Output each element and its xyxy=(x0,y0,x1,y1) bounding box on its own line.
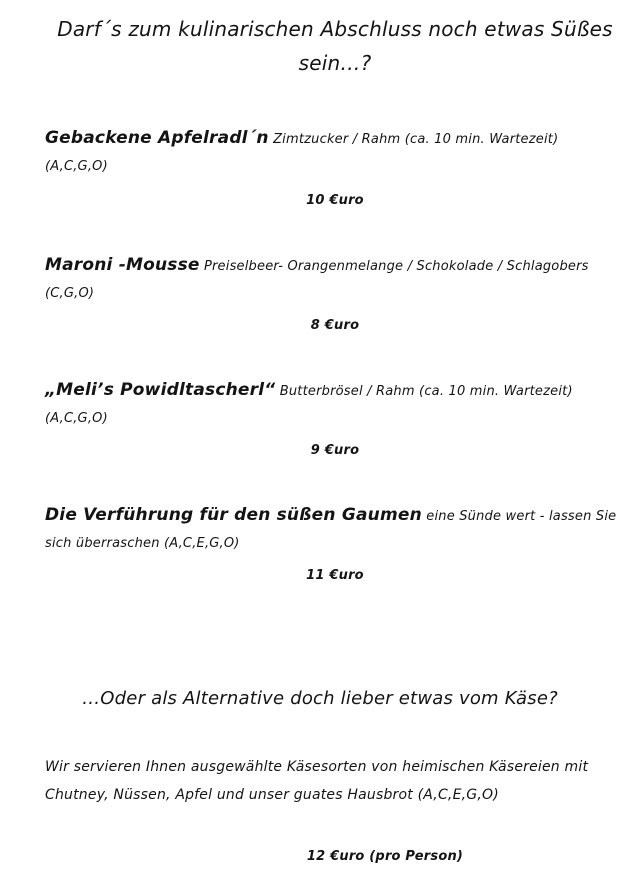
cheese-section-price: 12 €uro (pro Person) xyxy=(306,849,464,864)
menu-item-text xyxy=(45,502,625,557)
page-title: Darf´s zum kulinarischen Abschluss noch etwas Süßes sein…? xyxy=(57,17,613,75)
menu-item xyxy=(45,125,625,180)
menu-item-name: „Meli’s Powidltascherl“ xyxy=(45,380,276,400)
cheese-section-title: …Oder als Alternative doch lieber etwas vom Käse? xyxy=(82,688,558,709)
menu-item-text xyxy=(45,252,625,307)
menu-item-name: Maroni -Mousse xyxy=(45,255,200,275)
menu-item-text xyxy=(45,125,625,180)
menu-item-description: Zimtzucker / Rahm (ca. 10 min. Wartezeit) (A,C,G,O) xyxy=(45,132,559,174)
menu-item-description: Preiselbeer- Orangenmelange / Schokolade / Schlagobers (C,G,O) xyxy=(45,259,589,301)
menu-item-price: 8 €uro xyxy=(310,318,360,333)
menu-item-price: 11 €uro xyxy=(306,568,364,583)
menu-item xyxy=(45,502,625,557)
menu-item-description: Butterbrösel / Rahm (ca. 10 min. Wartezeit) (A,C,G,O) xyxy=(45,384,573,426)
menu-item-name: Gebackene Apfelradl´n xyxy=(45,128,269,148)
cheese-section-description: Wir servieren Ihnen ausgewählte Käsesorten von heimischen Käsereien mit Chutney, Nüssen, Apfel und unser guates Hausbrot (A,C,E,G,O) xyxy=(45,759,589,803)
menu-item-name: Die Verführung für den süßen Gaumen xyxy=(45,505,422,525)
menu-item xyxy=(45,252,625,307)
menu-item-description: eine Sünde wert - lassen Sie sich überraschen (A,C,E,G,O) xyxy=(45,509,617,551)
menu-item-price: 9 €uro xyxy=(310,443,360,458)
menu-item-text xyxy=(45,377,625,432)
menu-item xyxy=(45,377,625,432)
menu-item-price: 10 €uro xyxy=(306,193,364,208)
